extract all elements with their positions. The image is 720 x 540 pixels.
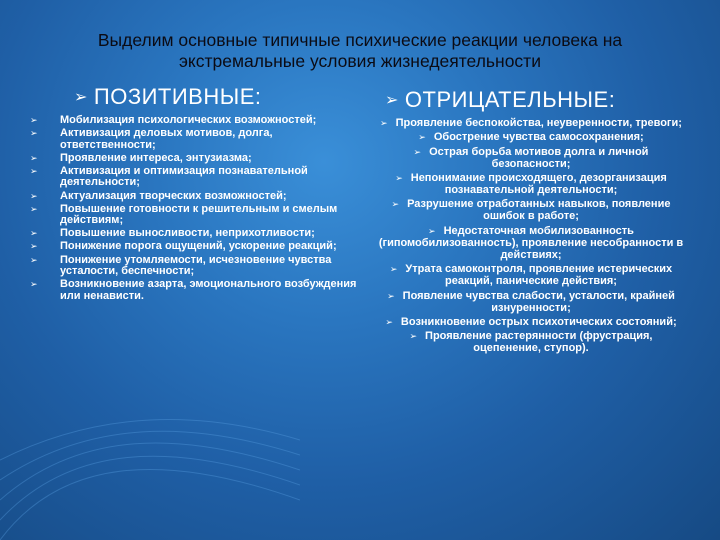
list-item xyxy=(376,198,686,222)
list-item-text: Возникновение острых психотических состояний; xyxy=(400,315,677,328)
list-item-text: Проявление беспокойства, неуверенности, тревоги; xyxy=(395,117,682,129)
list-item xyxy=(30,153,360,165)
list-item xyxy=(30,191,360,203)
list-item xyxy=(30,166,360,189)
positive-reactions-list xyxy=(30,115,360,304)
list-item-text: Разрушение отработанных навыков, появление ошибок в работе; xyxy=(407,198,671,223)
list-item-text: Появление чувства слабости, усталости, крайней изнуренности; xyxy=(402,289,675,314)
list-item xyxy=(376,316,686,328)
arrow-bullet-icon: ➢ xyxy=(409,331,418,342)
list-item xyxy=(376,146,686,170)
arrow-bullet-icon: ➢ xyxy=(74,89,88,106)
arrow-bullet-icon: ➢ xyxy=(385,92,399,109)
list-item xyxy=(30,279,360,302)
list-item-text: Обострение чувства самосохранения; xyxy=(433,131,644,144)
arrow-bullet-icon: ➢ xyxy=(30,190,38,201)
list-item-text: Непонимание происходящего, дезорганизация познавательной деятельности; xyxy=(410,171,667,197)
list-item xyxy=(376,117,686,129)
negative-reactions-list xyxy=(376,117,686,357)
list-item xyxy=(30,115,360,127)
list-item-text: Актуализация творческих возможностей; xyxy=(60,189,287,202)
list-item-text: Активизация и оптимизация познавательной деятельности; xyxy=(60,164,308,189)
list-item xyxy=(30,204,360,227)
list-item-text: Утрата самоконтроля, проявление истерических реакций, панические действия; xyxy=(405,263,673,288)
list-item xyxy=(376,290,686,314)
arrow-bullet-icon: ➢ xyxy=(395,172,403,183)
negative-heading xyxy=(385,87,615,113)
arrow-bullet-icon: ➢ xyxy=(418,132,426,143)
list-item xyxy=(30,228,360,240)
list-item xyxy=(376,172,686,196)
arrow-bullet-icon: ➢ xyxy=(30,128,38,139)
arrow-bullet-icon: ➢ xyxy=(30,228,38,239)
arrow-bullet-icon: ➢ xyxy=(30,279,38,290)
list-item xyxy=(30,255,360,278)
list-item-text: Мобилизация психологических возможностей; xyxy=(60,114,317,126)
list-item xyxy=(376,263,686,287)
list-item-text: Повышение выносливости, неприхотливости; xyxy=(60,227,315,240)
list-item xyxy=(376,225,686,261)
list-item-text: Возникновение азарта, эмоционального возбуждения или ненависти. xyxy=(60,278,357,302)
positive-heading-label: ПОЗИТИВНЫЕ: xyxy=(93,84,262,109)
arrow-bullet-icon: ➢ xyxy=(391,199,400,210)
arrow-bullet-icon: ➢ xyxy=(389,264,398,275)
slide-title: Выделим основные типичные психические реакции человека на экстремальные условия жизнедеятельности xyxy=(97,30,623,71)
list-item-text: Проявление интереса, энтузиазма; xyxy=(60,151,252,164)
arrow-bullet-icon: ➢ xyxy=(380,118,388,128)
list-item xyxy=(30,128,360,151)
list-item-text: Понижение утомляемости, исчезновение чувства усталости, беспечности; xyxy=(60,253,332,278)
arrow-bullet-icon: ➢ xyxy=(30,254,38,265)
list-item-text: Повышение готовности к решительным и смелым действиям; xyxy=(60,202,338,227)
arrow-bullet-icon: ➢ xyxy=(30,115,38,125)
arrow-bullet-icon: ➢ xyxy=(30,241,38,252)
negative-heading-label: ОТРИЦАТЕЛЬНЫЕ: xyxy=(404,87,616,112)
positive-heading xyxy=(74,84,262,110)
list-item-text: Острая борьба мотивов долга и личной безопасности; xyxy=(429,145,649,170)
arrow-bullet-icon: ➢ xyxy=(30,203,38,214)
decorative-swirl xyxy=(0,280,300,540)
arrow-bullet-icon: ➢ xyxy=(30,165,38,176)
arrow-bullet-icon: ➢ xyxy=(387,290,395,301)
arrow-bullet-icon: ➢ xyxy=(385,316,393,327)
arrow-bullet-icon: ➢ xyxy=(428,225,436,236)
list-item xyxy=(376,330,686,354)
list-item-text: Понижение порога ощущений, ускорение реакций; xyxy=(60,240,337,253)
list-item xyxy=(376,131,686,143)
list-item-text: Активизация деловых мотивов, долга, ответственности; xyxy=(60,127,273,151)
list-item-text: Проявление растерянности (фрустрация, оцепенение, ступор). xyxy=(425,330,653,355)
arrow-bullet-icon: ➢ xyxy=(413,146,422,157)
arrow-bullet-icon: ➢ xyxy=(30,152,38,163)
list-item xyxy=(30,241,360,253)
list-item-text: Недостаточная мобилизованность (гипомобилизованность), проявление несобранности в действиях; xyxy=(378,224,684,261)
